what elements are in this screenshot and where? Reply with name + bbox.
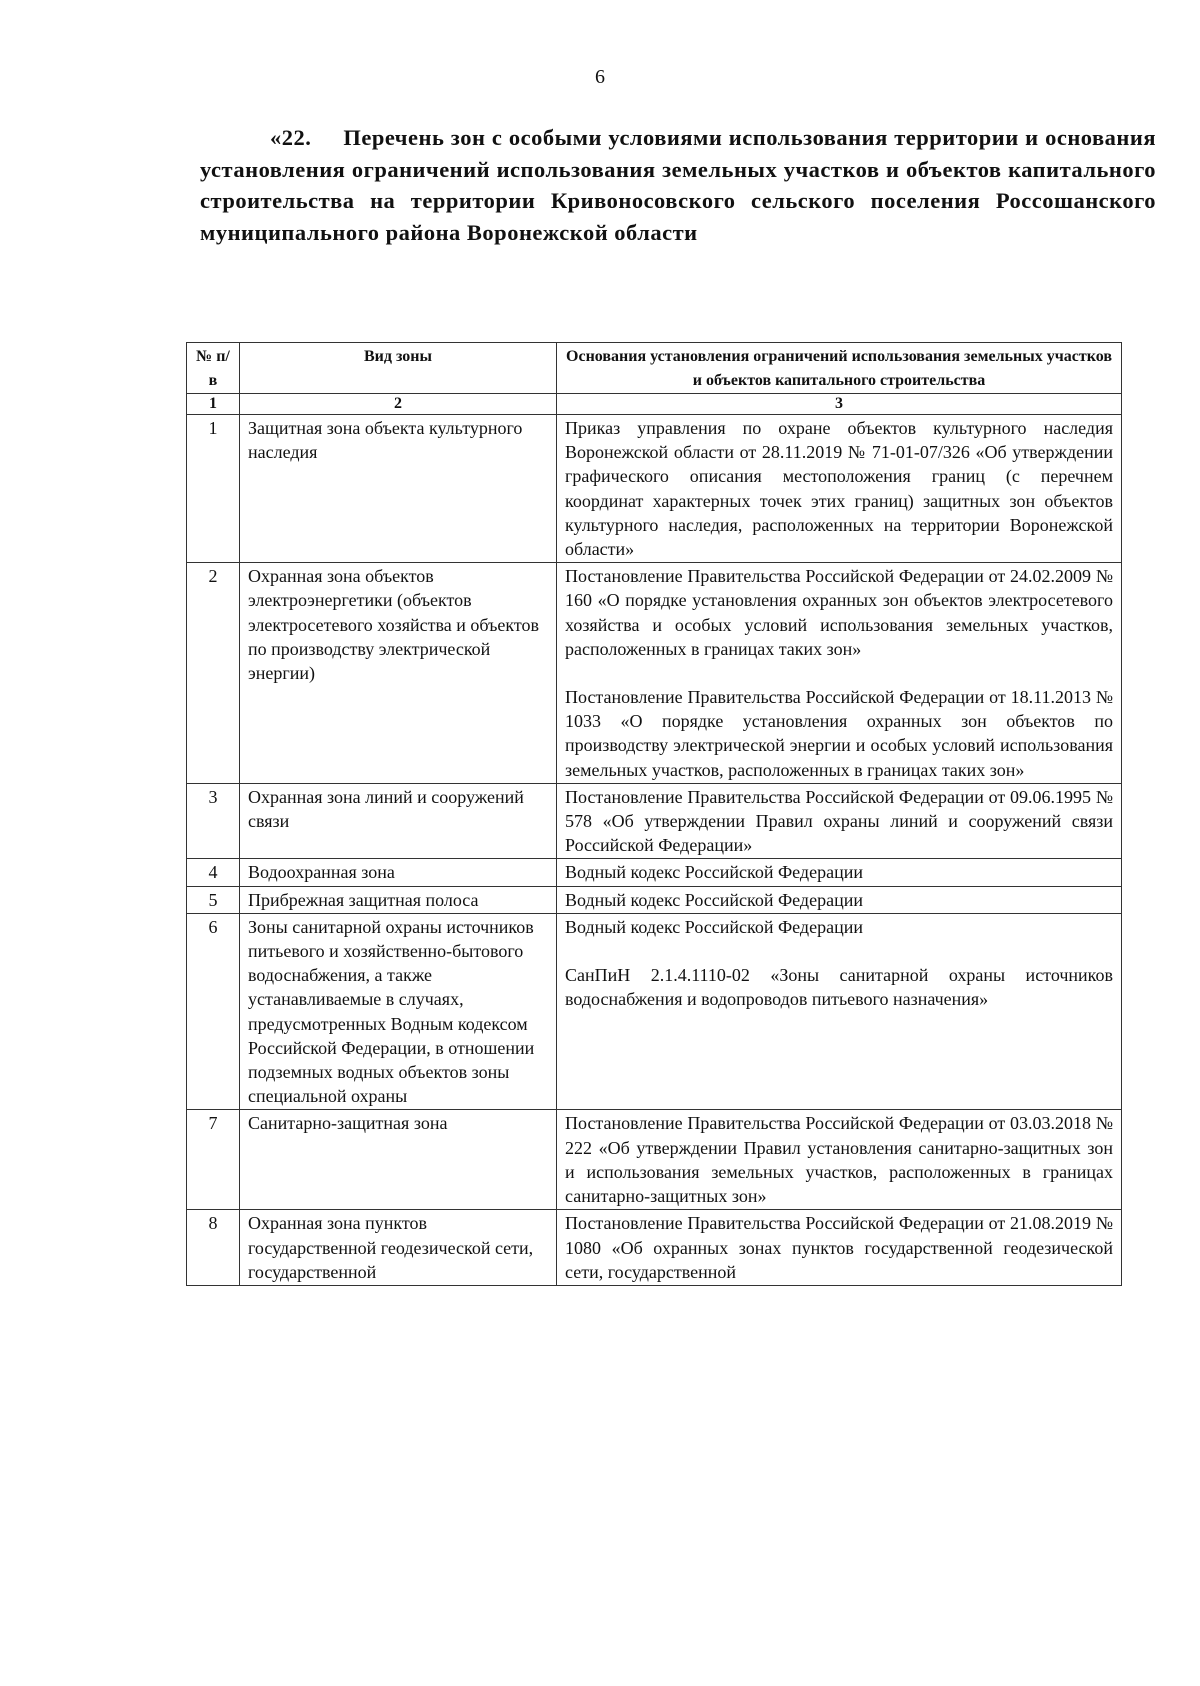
basis-paragraph: Постановление Правительства Российской Федерации от 21.08.2019 № 1080 «Об охранных зонах пунктов государственной геодезической сети, государственной <box>565 1213 1113 1282</box>
restriction-basis <box>557 1210 1122 1286</box>
zone-type: Защитная зона объекта культурного наследия <box>240 415 557 563</box>
restriction-basis <box>557 886 1122 913</box>
row-number: 2 <box>187 563 240 784</box>
restriction-basis <box>557 913 1122 1110</box>
table-row <box>187 783 1122 859</box>
row-number: 5 <box>187 886 240 913</box>
zone-type: Охранная зона объектов электроэнергетики (объектов электросетевого хозяйства и объектов по производству электрической энергии) <box>240 563 557 784</box>
table-row <box>187 1210 1122 1286</box>
row-number: 3 <box>187 783 240 859</box>
zones-table-body <box>187 415 1122 1286</box>
header-basis: Основания установления ограничений использования земельных участков и объектов капитального строительства <box>557 343 1122 394</box>
row-number: 4 <box>187 859 240 886</box>
table-row <box>187 563 1122 784</box>
row-number: 7 <box>187 1110 240 1210</box>
zone-type: Водоохранная зона <box>240 859 557 886</box>
restriction-basis <box>557 1110 1122 1210</box>
basis-paragraph: СанПиН 2.1.4.1110-02 «Зоны санитарной охраны источников водоснабжения и водопроводов питьевого назначения» <box>565 965 1113 1010</box>
section-number: «22. <box>270 125 312 150</box>
column-index: 2 <box>240 394 557 415</box>
zone-type: Охранная зона пунктов государственной геодезической сети, государственной <box>240 1210 557 1286</box>
table-row <box>187 415 1122 563</box>
table-row <box>187 1110 1122 1210</box>
basis-paragraph: Постановление Правительства Российской Федерации от 09.06.1995 № 578 «Об утверждении Правил охраны линий и сооружений связи Российской Федерации» <box>565 786 1113 856</box>
table-row <box>187 913 1122 1110</box>
basis-paragraph: Постановление Правительства Российской Федерации от 24.02.2009 № 160 «О порядке установления охранных зон объектов электросетевого хозяйства и особых условий использования земельных участков, расположенных в границах таких зон» <box>565 566 1113 659</box>
header-zone: Вид зоны <box>240 343 557 394</box>
zone-type: Охранная зона линий и сооружений связи <box>240 783 557 859</box>
header-row <box>187 343 1122 394</box>
column-index-row <box>187 394 1122 415</box>
table-row <box>187 886 1122 913</box>
row-number: 1 <box>187 415 240 563</box>
basis-paragraph: Постановление Правительства Российской Федерации от 18.11.2013 № 1033 «О порядке установления охранных зон объектов по производству электрической энергии и особых условий использования земельных участков, расположенных в границах таких зон» <box>565 687 1113 780</box>
zone-type: Прибрежная защитная полоса <box>240 886 557 913</box>
restriction-basis <box>557 563 1122 784</box>
zone-type: Санитарно-защитная зона <box>240 1110 557 1210</box>
zone-type: Зоны санитарной охраны источников питьевого и хозяйственно-бытового водоснабжения, а также устанавливаемые в случаях, предусмотренных Водным кодексом Российской Федерации, в отношении подземных водных объектов зоны специальной охраны <box>240 913 557 1110</box>
zones-table <box>186 342 1122 1286</box>
table-row <box>187 859 1122 886</box>
restriction-basis <box>557 415 1122 563</box>
row-number: 8 <box>187 1210 240 1286</box>
restriction-basis <box>557 783 1122 859</box>
basis-paragraph: Водный кодекс Российской Федерации <box>565 862 863 883</box>
header-num: № п/в <box>187 343 240 394</box>
basis-paragraph: Водный кодекс Российской Федерации <box>565 916 863 937</box>
section-heading <box>200 122 1156 248</box>
restriction-basis <box>557 859 1122 886</box>
column-index: 1 <box>187 394 240 415</box>
basis-paragraph: Приказ управления по охране объектов культурного наследия Воронежской области от 28.11.2019 № 71-01-07/326 «Об утверждении графического описания местоположения границ (с перечнем координат характерных точек этих границ) защитных зон объектов культурного наследия, расположенных на территории Воронежской области» <box>565 418 1113 560</box>
section-title: Перечень зон с особыми условиями использования территории и основания установления ограничений использования земельных участков и объектов капитального строительства на территории Кривоносовского сельского поселения Россошанского муниципального района Воронежской области <box>200 125 1156 245</box>
basis-paragraph: Водный кодекс Российской Федерации <box>565 889 863 910</box>
row-number: 6 <box>187 913 240 1110</box>
page-number: 6 <box>595 66 605 88</box>
basis-paragraph: Постановление Правительства Российской Федерации от 03.03.2018 № 222 «Об утверждении Правил установления санитарно-защитных зон и использования земельных участков, расположенных в границах санитарно-защитных зон» <box>565 1113 1113 1207</box>
column-index: 3 <box>557 394 1122 415</box>
